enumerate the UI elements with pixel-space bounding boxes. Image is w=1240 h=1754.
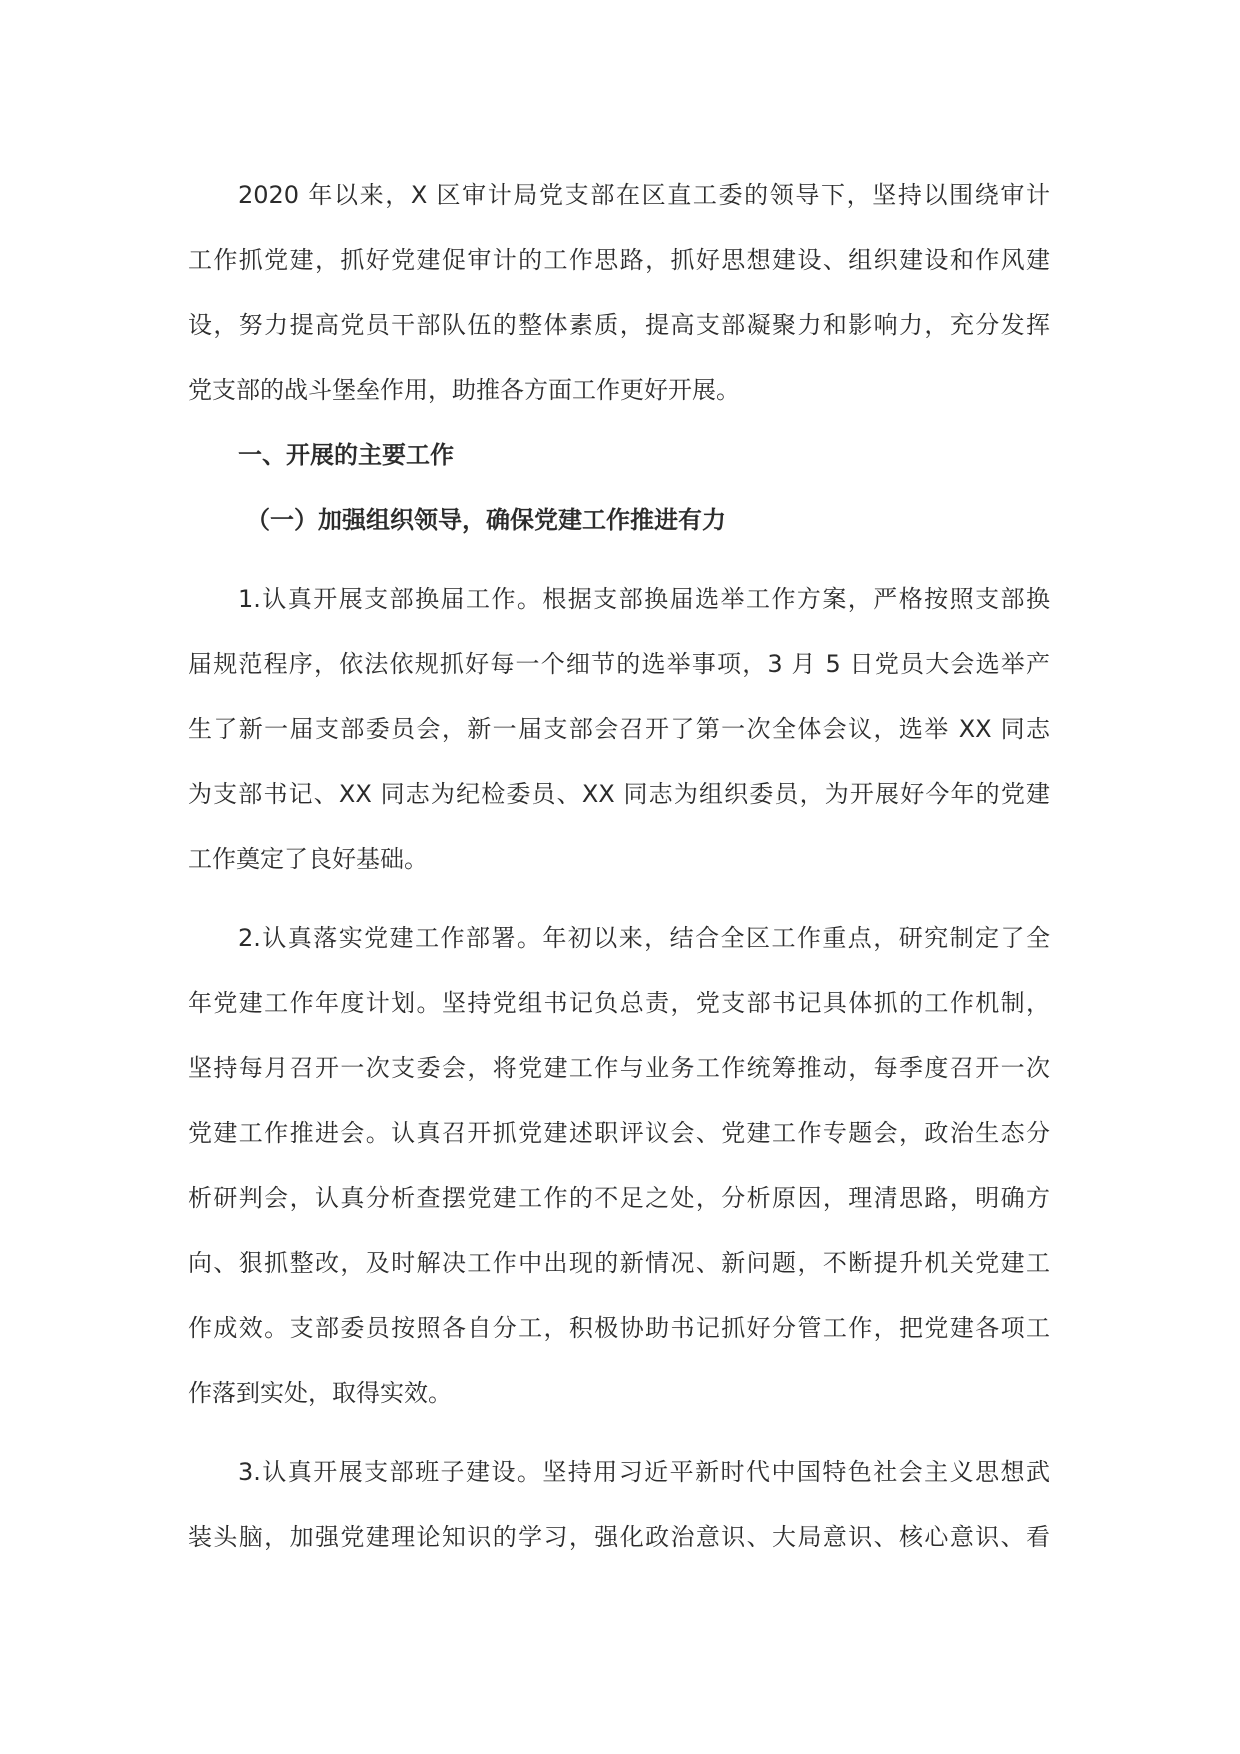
text-line: 设，努力提高党员干部队伍的整体素质，提高支部凝聚力和影响力，充分发挥 (188, 311, 1050, 339)
document-page (188, 163, 1050, 1584)
item-2-paragraph (188, 906, 1050, 1426)
text-line: 析研判会，认真分析查摆党建工作的不足之处，分析原因，理清思路，明确方 (188, 1184, 1050, 1212)
text-line: 工作抓党建，抓好党建促审计的工作思路，抓好思想建设、组织建设和作风建 (188, 246, 1050, 274)
text-line: 届规范程序，依法依规抓好每一个细节的选举事项，3 月 5 日党员大会选举产 (188, 650, 1050, 678)
text-line: 作成效。支部委员按照各自分工，积极协助书记抓好分管工作，把党建各项工 (188, 1314, 1050, 1342)
subsection-heading: （一）加强组织领导，确保党建工作推进有力 (246, 506, 726, 534)
section-heading: 一、开展的主要工作 (238, 441, 454, 469)
text-line: 年党建工作年度计划。坚持党组书记负总责，党支部书记具体抓的工作机制， (188, 989, 1050, 1017)
text-line: 作落到实处，取得实效。 (188, 1379, 452, 1407)
text-line: 向、狠抓整改，及时解决工作中出现的新情况、新问题，不断提升机关党建工 (188, 1249, 1050, 1277)
text-line: 坚持每月召开一次支委会，将党建工作与业务工作统筹推动，每季度召开一次 (188, 1054, 1050, 1082)
text-line: 党建工作推进会。认真召开抓党建述职评议会、党建工作专题会，政治生态分 (188, 1119, 1050, 1147)
item-1-paragraph (188, 567, 1050, 892)
text-line: 3.认真开展支部班子建设。坚持用习近平新时代中国特色社会主义思想武 (238, 1458, 1050, 1486)
text-line: 1.认真开展支部换届工作。根据支部换届选举工作方案，严格按照支部换 (238, 585, 1050, 613)
intro-paragraph (188, 163, 1050, 423)
text-line: 2020 年以来，X 区审计局党支部在区直工委的领导下，坚持以围绕审计 (238, 181, 1050, 209)
text-line: 2.认真落实党建工作部署。年初以来，结合全区工作重点，研究制定了全 (238, 924, 1050, 952)
text-line: 为支部书记、XX 同志为纪检委员、XX 同志为组织委员，为开展好今年的党建 (188, 780, 1050, 808)
text-line: 生了新一届支部委员会，新一届支部会召开了第一次全体会议，选举 XX 同志 (188, 715, 1050, 743)
item-3-paragraph (188, 1440, 1050, 1570)
text-line: 装头脑，加强党建理论知识的学习，强化政治意识、大局意识、核心意识、看 (188, 1523, 1050, 1551)
text-line: 党支部的战斗堡垒作用，助推各方面工作更好开展。 (188, 376, 740, 404)
text-line: 工作奠定了良好基础。 (188, 845, 428, 873)
